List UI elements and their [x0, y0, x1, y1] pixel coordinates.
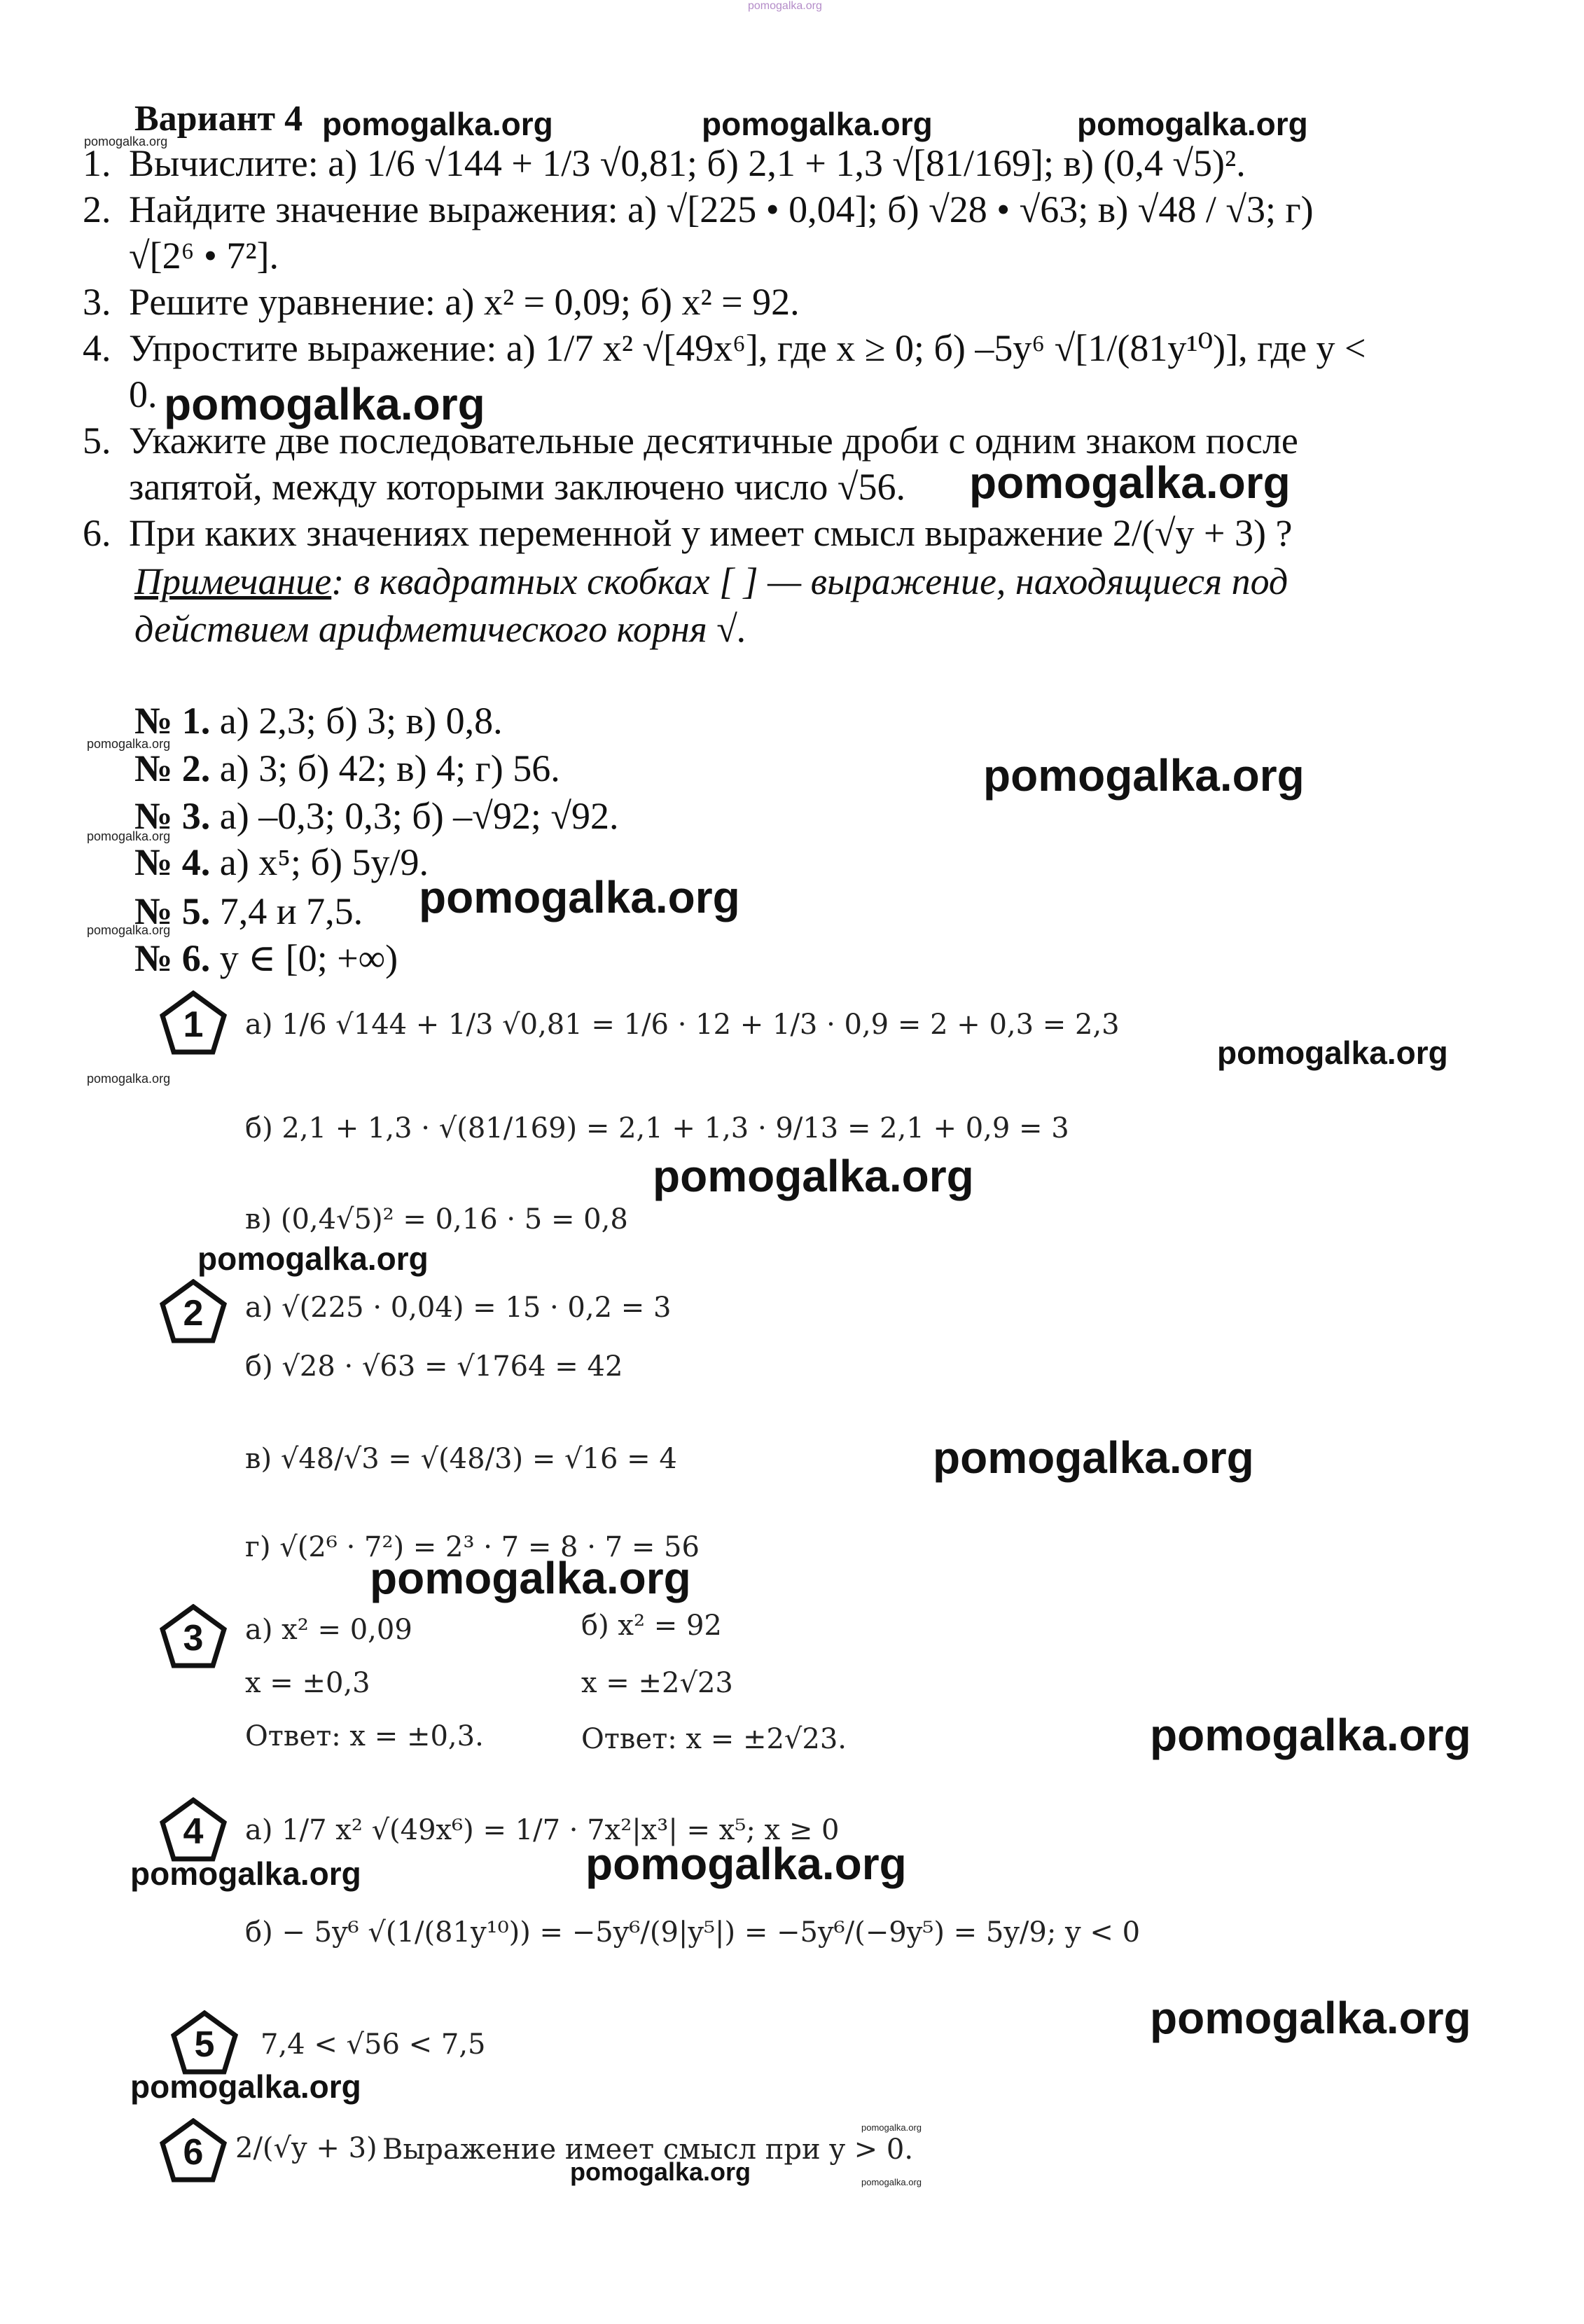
watermark-text: pomogalka.org [1150, 1710, 1471, 1760]
answer-row: № 2. а) 3; б) 42; в) 4; г) 56. [134, 747, 560, 789]
watermark-text: pomogalka.org [87, 923, 171, 937]
task-item: √[2⁶ • 7²]. [129, 235, 279, 277]
task-item: 4. Упростите выражение: а) 1/7 x² √[49x⁶], где x ≥ 0; б) –5y⁶ √[1/(81y¹⁰)], где y < [83, 327, 1366, 369]
watermark-text: pomogalka.org [130, 2068, 361, 2105]
watermark-text: pomogalka.org [983, 750, 1305, 801]
task-item: 3. Решите уравнение: а) x² = 0,09; б) x² = 92. [83, 281, 800, 323]
solution-2c: в) √48/√3 = √(48/3) = √16 = 4 [245, 1443, 677, 1475]
badge-3-icon [160, 1604, 227, 1668]
note: Примечание: в квадратных скобках [ ] — выражение, находящиеся под действием арифметического корня √. [134, 560, 1288, 650]
badge-4-icon [160, 1797, 227, 1862]
answer-row: № 3. а) –0,3; 0,3; б) –√92; √92. [134, 795, 619, 837]
solution-1a: а) 1/6 √144 + 1/3 √0,81 = 1/6 · 12 + 1/3 · 0,9 = 2 + 0,3 = 2,3 [245, 1009, 1120, 1041]
note-label: Примечание [134, 560, 332, 602]
task-item: запятой, между которыми заключено число √56. [129, 466, 905, 508]
watermark-text: pomogalka.org [861, 2177, 922, 2187]
watermark-text: pomogalka.org [87, 1072, 171, 1086]
watermark-text: pomogalka.org [933, 1432, 1254, 1483]
solution-3a-line2: x = ±0,3 [245, 1667, 370, 1699]
badge-number: 6 [183, 2132, 204, 2173]
watermark-text: pomogalka.org [87, 829, 171, 843]
solution-6-expression: 2/(√y + 3) [235, 2132, 377, 2164]
task-item: 5. Укажите две последовательные десятичные дроби с одним знаком после [83, 420, 1298, 462]
solution-1c: в) (0,4√5)² = 0,16 · 5 = 0,8 [245, 1203, 628, 1236]
watermark-text: pomogalka.org [653, 1151, 974, 1201]
solution-6-text: Выражение имеет смысл при y > 0. [382, 2133, 914, 2166]
watermark-text: pomogalka.org [1217, 1035, 1448, 1071]
badge-number: 2 [183, 1293, 204, 1334]
watermark-text: pomogalka.org [84, 134, 168, 148]
badge-number: 5 [194, 2024, 215, 2065]
solution-2b: б) √28 · √63 = √1764 = 42 [245, 1350, 623, 1383]
solution-5: 7,4 < √56 < 7,5 [260, 2028, 486, 2061]
badge-number: 3 [183, 1618, 204, 1659]
solution-4b: б) − 5y⁶ √(1/(81y¹⁰)) = −5y⁶/(9|y⁵|) = −5y⁶/(−9y⁵) = 5y/9; y < 0 [245, 1916, 1141, 1949]
badge-1-icon [160, 990, 227, 1055]
badge-number: 1 [183, 1004, 204, 1045]
solution-3b-line3: Ответ: x = ±2√23. [581, 1723, 847, 1755]
watermark-text: pomogalka.org [370, 1553, 691, 1603]
watermark-text: pomogalka.org [1077, 106, 1308, 142]
badge-6-icon [160, 2118, 227, 2183]
watermark-text: pomogalka.org [322, 106, 553, 142]
solution-4a: а) 1/7 x² √(49x⁶) = 1/7 · 7x²|x³| = x⁵; x ≥ 0 [245, 1814, 840, 1846]
solution-3b-line1: б) x² = 92 [581, 1610, 722, 1642]
watermark-text: pomogalka.org [419, 872, 740, 922]
task-item: 2. Найдите значение выражения: а) √[225 • 0,04]; б) √28 • √63; в) √48 / √3; г) [83, 188, 1314, 230]
solution-1b: б) 2,1 + 1,3 · √(81/169) = 2,1 + 1,3 · 9/13 = 2,1 + 0,9 = 3 [245, 1112, 1069, 1144]
answer-row: № 1. а) 2,3; б) 3; в) 0,8. [134, 700, 503, 742]
watermark-text: pomogalka.org [585, 1839, 907, 1889]
solution-3a-line3: Ответ: x = ±0,3. [245, 1720, 484, 1752]
watermark-text: pomogalka.org [702, 106, 933, 142]
solution-3a-line1: а) x² = 0,09 [245, 1614, 412, 1646]
answer-row: № 6. y ∈ [0; +∞) [134, 937, 398, 979]
watermark-text: pomogalka.org [861, 2122, 922, 2133]
answer-row: № 5. 7,4 и 7,5. [134, 890, 363, 932]
watermark-text: pomogalka.org [1150, 1993, 1471, 2043]
task-item: 1. Вычислите: а) 1/6 √144 + 1/3 √0,81; б) 2,1 + 1,3 √[81/169]; в) (0,4 √5)². [83, 142, 1246, 184]
badge-2-icon [160, 1279, 227, 1343]
top-watermark: pomogalka.org [748, 0, 822, 12]
badge-number: 4 [183, 1811, 204, 1852]
watermark-text: pomogalka.org [570, 2157, 751, 2186]
solution-3b-line2: x = ±2√23 [581, 1667, 733, 1699]
solution-2a: а) √(225 · 0,04) = 15 · 0,2 = 3 [245, 1292, 672, 1324]
answer-row: № 4. а) x⁵; б) 5y/9. [134, 841, 429, 883]
task-item: 0. [129, 373, 158, 415]
task-item: 6. При каких значениях переменной y имеет смысл выражение 2/(√y + 3) ? [83, 512, 1293, 554]
watermark-text: pomogalka.org [197, 1240, 429, 1277]
watermark-text: pomogalka.org [87, 737, 171, 751]
page-title: Вариант 4 [134, 99, 303, 139]
watermark-text: pomogalka.org [130, 1855, 361, 1892]
watermark-text: pomogalka.org [164, 379, 485, 429]
badge-5-icon [171, 2010, 238, 2075]
watermark-text: pomogalka.org [969, 457, 1291, 508]
solution-2d: г) √(2⁶ · 7²) = 2³ · 7 = 8 · 7 = 56 [245, 1531, 700, 1563]
